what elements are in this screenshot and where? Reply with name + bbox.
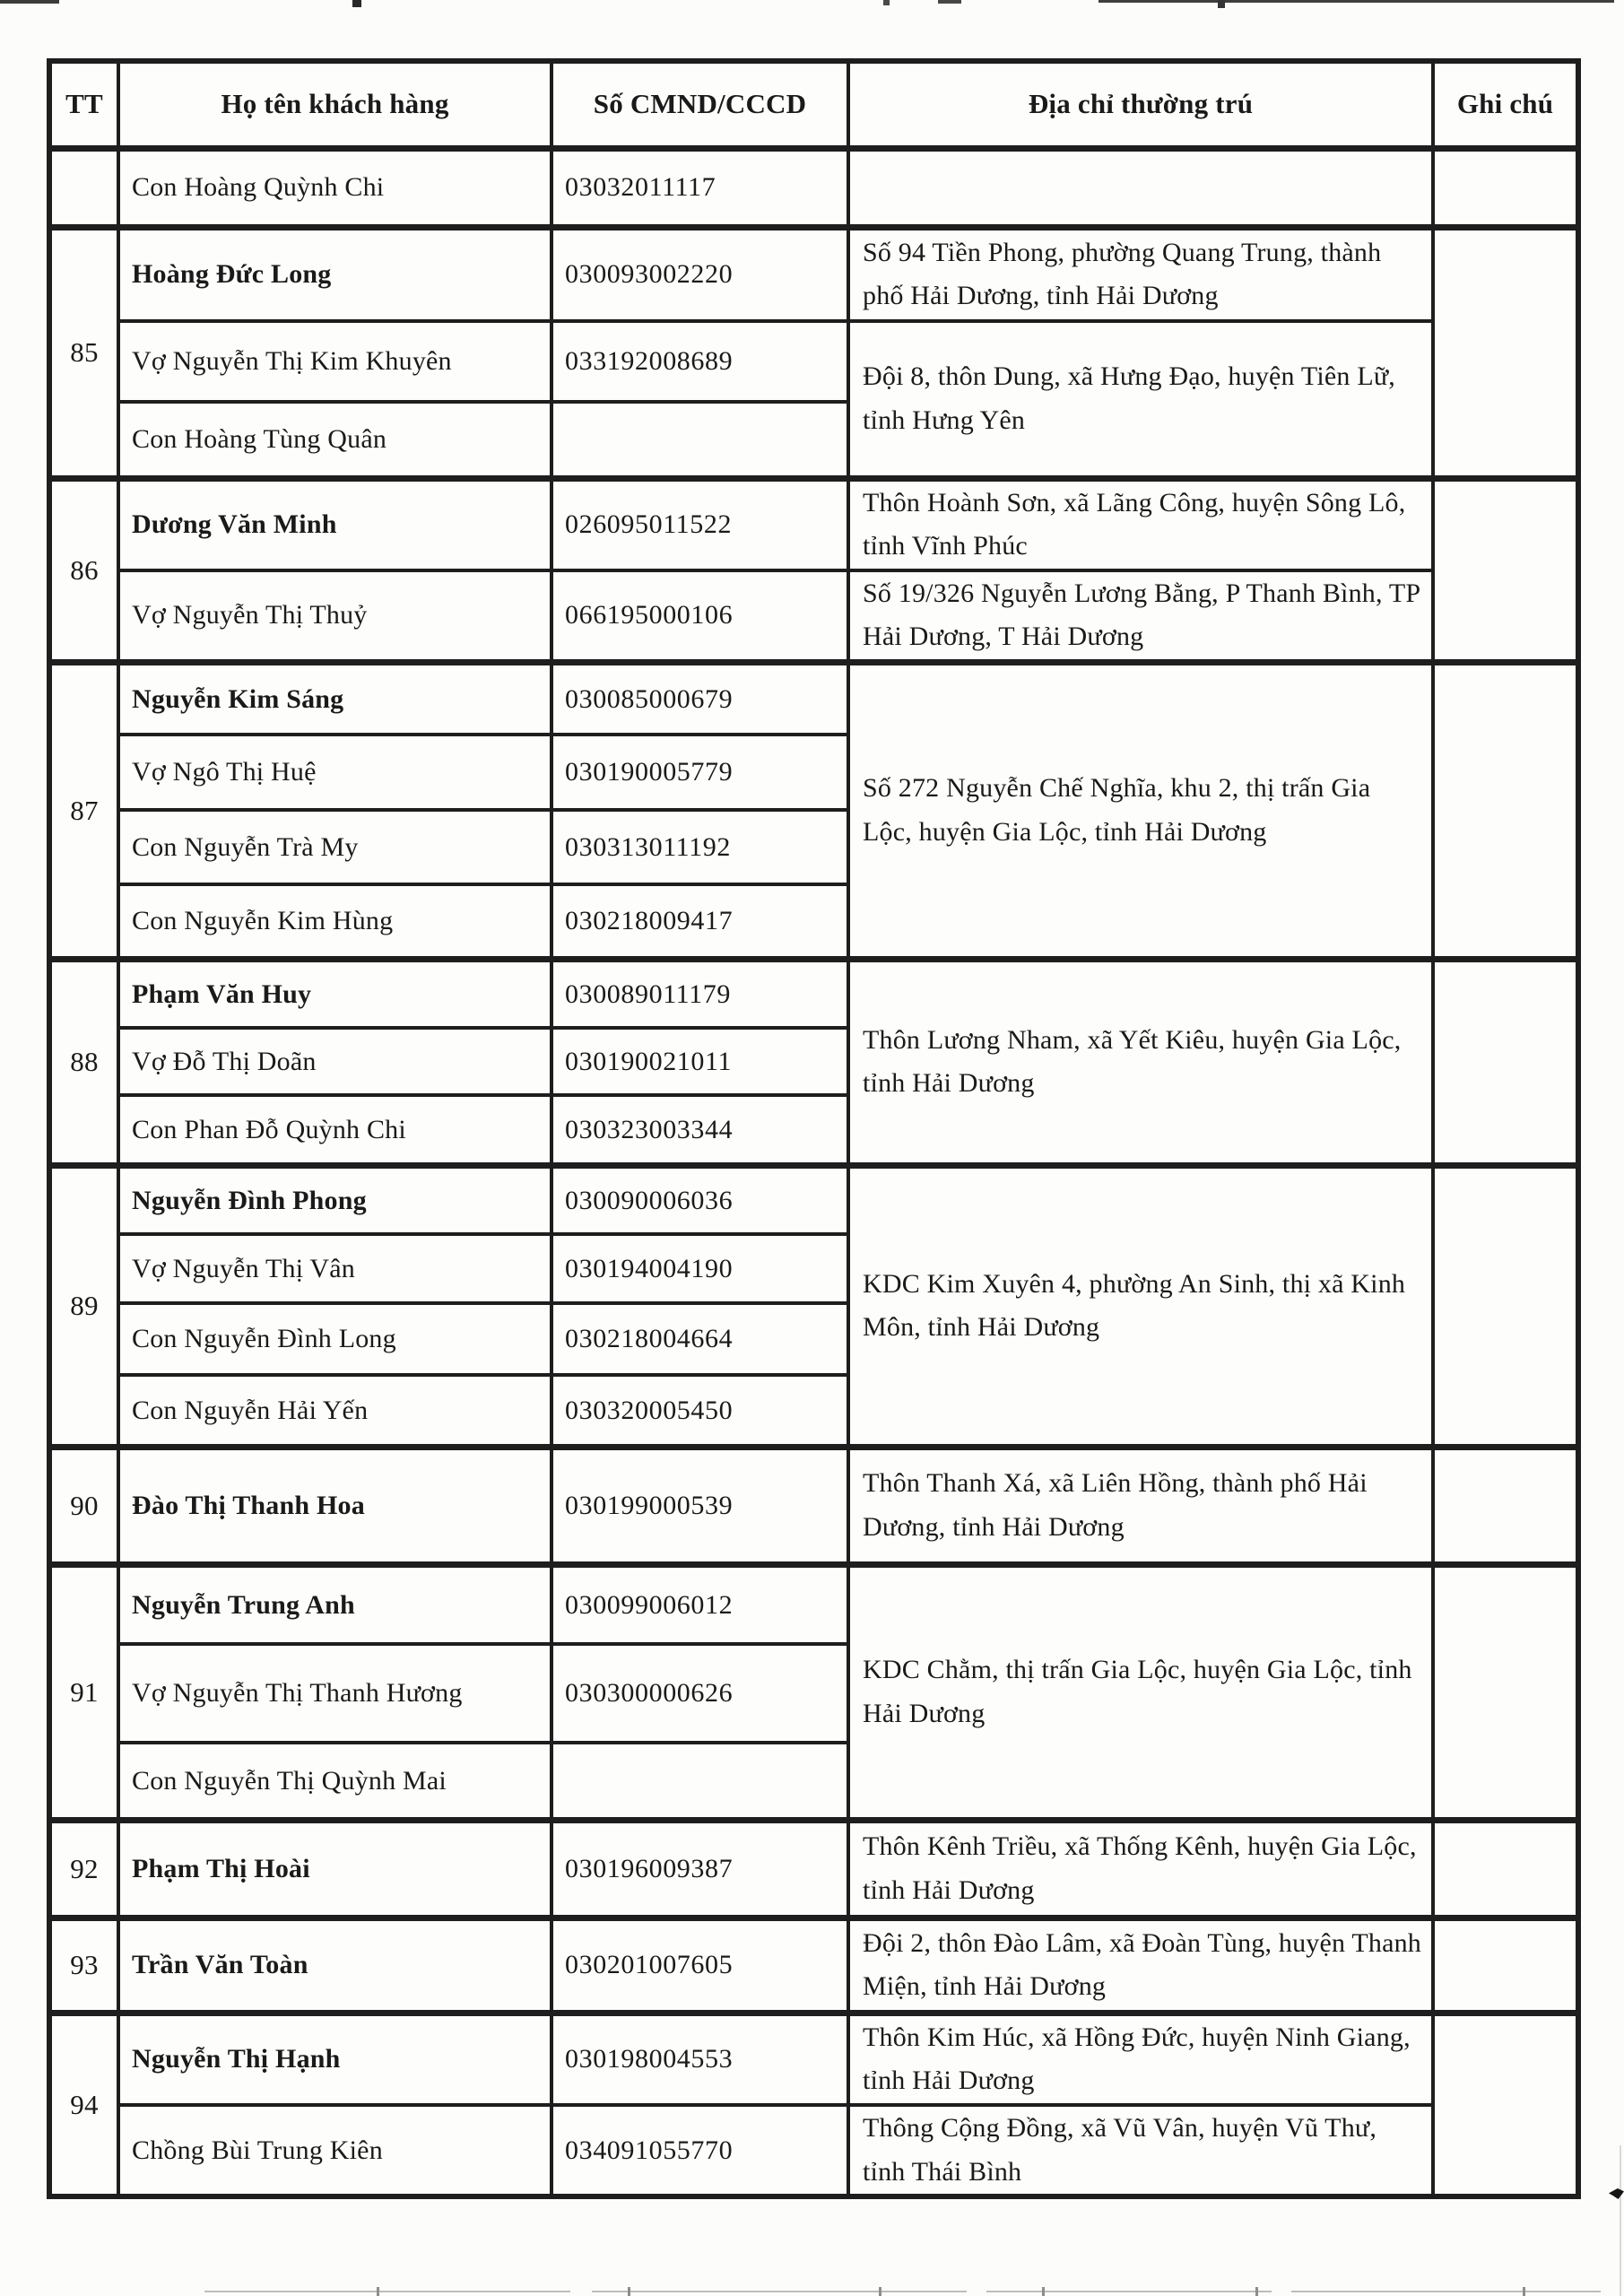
scan-artifact-top — [0, 0, 59, 4]
header-address: Địa chỉ thường trú — [848, 61, 1433, 148]
address-cell: KDC Kim Xuyên 4, phường An Sinh, thị xã Kinh Môn, tỉnh Hải Dương — [848, 1165, 1433, 1447]
tt-cell: 89 — [49, 1165, 118, 1447]
customer-group — [49, 2013, 1578, 2196]
address-cell: Thôn Kim Húc, xã Hồng Đức, huyện Ninh Giang, tỉnh Hải Dương — [848, 2013, 1433, 2105]
table-row — [49, 1564, 1578, 1644]
name-cell: Con Nguyễn Hải Yến — [118, 1375, 551, 1447]
note-cell — [1433, 662, 1578, 959]
name-cell: Con Nguyễn Thị Quỳnh Mai — [118, 1743, 551, 1820]
note-cell — [1433, 227, 1578, 478]
id-cell: 03032011117 — [551, 148, 848, 227]
note-cell — [1433, 1918, 1578, 2013]
name-cell: Con Nguyễn Trà My — [118, 810, 551, 884]
customer-group — [49, 1564, 1578, 1820]
name-cell: Con Nguyễn Kim Hùng — [118, 884, 551, 959]
address-cell: Số 272 Nguyễn Chế Nghĩa, khu 2, thị trấn Gia Lộc, huyện Gia Lộc, tỉnh Hải Dương — [848, 662, 1433, 959]
table-row — [49, 478, 1578, 570]
address-cell: Số 19/326 Nguyễn Lương Bằng, P Thanh Bình, TP Hải Dương, T Hải Dương — [848, 570, 1433, 663]
id-cell: 030190021011 — [551, 1028, 848, 1095]
name-cell: Phạm Văn Huy — [118, 959, 551, 1028]
name-cell: Nguyễn Trung Anh — [118, 1564, 551, 1644]
name-cell: Nguyễn Đình Phong — [118, 1165, 551, 1234]
tt-cell: 87 — [49, 662, 118, 959]
id-cell: 030089011179 — [551, 959, 848, 1028]
address-cell: Đội 2, thôn Đào Lâm, xã Đoàn Tùng, huyện Thanh Miện, tỉnh Hải Dương — [848, 1918, 1433, 2013]
address-cell — [848, 148, 1433, 227]
scan-artifact-top — [352, 0, 361, 7]
id-cell: 030218009417 — [551, 884, 848, 959]
address-cell: KDC Chằm, thị trấn Gia Lộc, huyện Gia Lộc, tỉnh Hải Dương — [848, 1564, 1433, 1820]
tt-cell: 92 — [49, 1820, 118, 1918]
address-cell: Thông Cộng Đồng, xã Vũ Vân, huyện Vũ Thư, tỉnh Thái Bình — [848, 2105, 1433, 2196]
table-row — [49, 321, 1578, 402]
scan-artifact-top — [1218, 0, 1225, 8]
customer-group — [49, 478, 1578, 662]
name-cell: Vợ Nguyễn Thị Thanh Hương — [118, 1644, 551, 1743]
scan-artifact-bottom — [377, 2287, 379, 2296]
id-cell: 030313011192 — [551, 810, 848, 884]
name-cell: Vợ Nguyễn Thị Thuỷ — [118, 570, 551, 663]
note-cell — [1433, 148, 1578, 227]
note-cell — [1433, 1165, 1578, 1447]
scan-artifact-bottom — [1042, 2287, 1045, 2296]
tt-cell: 94 — [49, 2013, 118, 2196]
id-cell: 030190005779 — [551, 735, 848, 810]
id-cell: 030198004553 — [551, 2013, 848, 2105]
address-cell: Thôn Kênh Triều, xã Thống Kênh, huyện Gia Lộc, tỉnh Hải Dương — [848, 1820, 1433, 1918]
name-cell: Dương Văn Minh — [118, 478, 551, 570]
tt-cell: 86 — [49, 478, 118, 662]
table-row — [49, 570, 1578, 663]
name-cell: Phạm Thị Hoài — [118, 1820, 551, 1918]
id-cell — [551, 1743, 848, 1820]
tt-cell: 85 — [49, 227, 118, 478]
scan-artifact-bottom — [592, 2291, 967, 2292]
table-row — [49, 1918, 1578, 2013]
scan-artifact-bottom — [1255, 2287, 1258, 2296]
name-cell: Nguyễn Thị Hạnh — [118, 2013, 551, 2105]
customer-group — [49, 227, 1578, 478]
name-cell: Vợ Đỗ Thị Doãn — [118, 1028, 551, 1095]
tt-cell: 88 — [49, 959, 118, 1165]
id-cell: 030196009387 — [551, 1820, 848, 1918]
name-cell: Vợ Nguyễn Thị Kim Khuyên — [118, 321, 551, 402]
customer-group — [49, 1918, 1578, 2013]
table-row — [49, 1820, 1578, 1918]
scan-artifact-top — [883, 0, 890, 5]
table-row — [49, 1165, 1578, 1234]
name-cell: Đào Thị Thanh Hoa — [118, 1447, 551, 1564]
id-cell: 030218004664 — [551, 1303, 848, 1375]
id-cell: 030300000626 — [551, 1644, 848, 1743]
table-row — [49, 662, 1578, 735]
address-cell: Thôn Lương Nham, xã Yết Kiêu, huyện Gia Lộc, tỉnh Hải Dương — [848, 959, 1433, 1165]
name-cell: Trần Văn Toàn — [118, 1918, 551, 2013]
id-cell: 030323003344 — [551, 1095, 848, 1165]
header-tt: TT — [49, 61, 118, 148]
id-cell — [551, 402, 848, 478]
scan-artifact-bottom — [628, 2287, 630, 2296]
header-note: Ghi chú — [1433, 61, 1578, 148]
header-name: Họ tên khách hàng — [118, 61, 551, 148]
id-cell: 026095011522 — [551, 478, 848, 570]
address-cell: Đội 8, thôn Dung, xã Hưng Đạo, huyện Tiên Lữ, tỉnh Hưng Yên — [848, 321, 1433, 478]
name-cell: Con Nguyễn Đình Long — [118, 1303, 551, 1375]
id-cell: 030320005450 — [551, 1375, 848, 1447]
table-header — [49, 61, 1578, 148]
id-cell: 030199000539 — [551, 1447, 848, 1564]
note-cell — [1433, 1447, 1578, 1564]
name-cell: Con Hoàng Quỳnh Chi — [118, 148, 551, 227]
tt-cell: 91 — [49, 1564, 118, 1820]
address-cell: Thôn Thanh Xá, xã Liên Hồng, thành phố Hải Dương, tỉnh Hải Dương — [848, 1447, 1433, 1564]
name-cell: Nguyễn Kim Sáng — [118, 662, 551, 735]
scan-artifact-bottom — [1523, 2287, 1525, 2296]
table-row — [49, 2105, 1578, 2196]
scan-artifact-bottom — [986, 2291, 1272, 2292]
table-row — [49, 959, 1578, 1028]
name-cell: Vợ Nguyễn Thị Vân — [118, 1234, 551, 1303]
table-row — [49, 2013, 1578, 2105]
name-cell: Con Phan Đỗ Quỳnh Chi — [118, 1095, 551, 1165]
table-row — [49, 148, 1578, 227]
name-cell: Chồng Bùi Trung Kiên — [118, 2105, 551, 2196]
customer-group — [49, 662, 1578, 959]
tt-cell: 93 — [49, 1918, 118, 2013]
id-cell: 030201007605 — [551, 1918, 848, 2013]
scan-artifact-top — [938, 0, 961, 4]
name-cell: Hoàng Đức Long — [118, 227, 551, 321]
customer-group — [49, 1165, 1578, 1447]
id-cell: 030085000679 — [551, 662, 848, 735]
header-id: Số CMND/CCCD — [551, 61, 848, 148]
note-cell — [1433, 2013, 1578, 2196]
id-cell: 034091055770 — [551, 2105, 848, 2196]
table-row — [49, 1447, 1578, 1564]
scan-artifact-bottom — [1291, 2291, 1601, 2292]
header-row — [49, 61, 1578, 148]
customer-table — [47, 58, 1581, 2199]
scan-artifact-right-edge — [1620, 2145, 1621, 2296]
note-cell — [1433, 1564, 1578, 1820]
customer-group — [49, 148, 1578, 227]
customer-group — [49, 1447, 1578, 1564]
note-cell — [1433, 478, 1578, 662]
table-row — [49, 227, 1578, 321]
tt-cell — [49, 148, 118, 227]
scan-artifact-top — [1099, 0, 1614, 3]
address-cell: Thôn Hoành Sơn, xã Lãng Công, huyện Sông Lô, tỉnh Vĩnh Phúc — [848, 478, 1433, 570]
tt-cell: 90 — [49, 1447, 118, 1564]
stray-ink-mark — [1609, 2188, 1624, 2199]
address-cell: Số 94 Tiền Phong, phường Quang Trung, thành phố Hải Dương, tỉnh Hải Dương — [848, 227, 1433, 321]
id-cell: 030099006012 — [551, 1564, 848, 1644]
name-cell: Con Hoàng Tùng Quân — [118, 402, 551, 478]
name-cell: Vợ Ngô Thị Huệ — [118, 735, 551, 810]
customer-group — [49, 1820, 1578, 1918]
customer-group — [49, 959, 1578, 1165]
id-cell: 066195000106 — [551, 570, 848, 663]
id-cell: 030194004190 — [551, 1234, 848, 1303]
id-cell: 030090006036 — [551, 1165, 848, 1234]
note-cell — [1433, 1820, 1578, 1918]
id-cell: 033192008689 — [551, 321, 848, 402]
scan-artifact-bottom — [204, 2291, 570, 2292]
scan-artifact-bottom — [879, 2287, 881, 2296]
id-cell: 030093002220 — [551, 227, 848, 321]
note-cell — [1433, 959, 1578, 1165]
